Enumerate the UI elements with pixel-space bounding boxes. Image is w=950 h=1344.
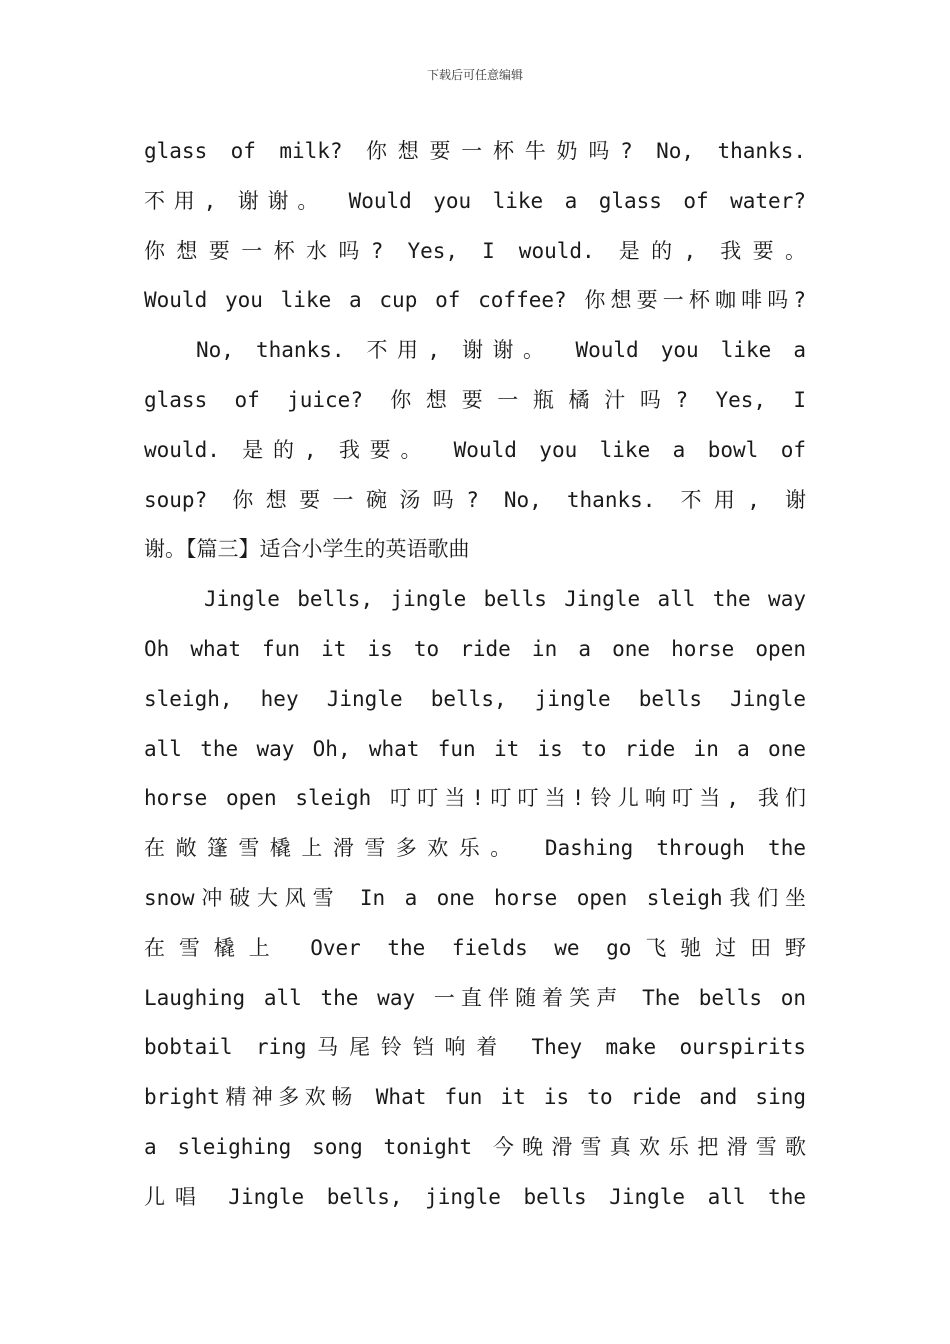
- text-line: 你想要一杯水吗? Yes, I would. 是的, 我要。: [144, 238, 806, 263]
- text-line: glass of juice? 你想要一瓶橘汁吗? Yes, I: [144, 387, 806, 412]
- text-line: Would you like a cup of coffee? 你想要一杯咖啡吗?: [144, 288, 806, 313]
- text-line: 在雪橇上 Over the fields we go飞驰过田野: [144, 935, 806, 960]
- text-line: 不用, 谢谢。 Would you like a glass of water?: [144, 188, 806, 213]
- text-line: bright精神多欢畅 What fun it is to ride and sing: [144, 1085, 806, 1110]
- text-line: sleigh, hey Jingle bells, jingle bells Jingle: [144, 686, 806, 711]
- text-line: horse open sleigh 叮叮当!叮叮当!铃儿响叮当, 我们: [144, 786, 806, 811]
- text-line: glass of milk? 你想要一杯牛奶吗? No, thanks.: [144, 139, 806, 163]
- text-line: 儿唱 Jingle bells, jingle bells Jingle all the: [144, 1184, 806, 1209]
- text-line: Jingle bells, jingle bells Jingle all the way: [204, 587, 806, 612]
- text-line: snow冲破大风雪 In a one horse open sleigh我们坐: [144, 885, 806, 910]
- text-line: all the way Oh, what fun it is to ride in a one: [144, 736, 806, 761]
- text-line: bobtail ring马尾铃铛响着 They make ourspirits: [144, 1035, 806, 1060]
- text-line: soup? 你想要一碗汤吗? No, thanks. 不用, 谢: [144, 487, 806, 512]
- text-line: Laughing all the way 一直伴随着笑声 The bells on: [144, 985, 806, 1010]
- text-line: 在敞篷雪橇上滑雪多欢乐。 Dashing through the: [144, 836, 806, 861]
- text-line: would. 是的, 我要。 Would you like a bowl of: [144, 437, 806, 462]
- text-line: No, thanks. 不用, 谢谢。 Would you like a: [196, 338, 806, 363]
- text-line: Oh what fun it is to ride in a one horse open: [144, 636, 806, 661]
- section-heading-line: 谢。【篇三】适合小学生的英语歌曲: [144, 537, 470, 562]
- body-text: [144, 127, 806, 1223]
- text-line: a sleighing song tonight 今晚滑雪真欢乐把滑雪歌: [144, 1134, 806, 1159]
- page-header: 下载后可任意编辑: [426, 68, 523, 82]
